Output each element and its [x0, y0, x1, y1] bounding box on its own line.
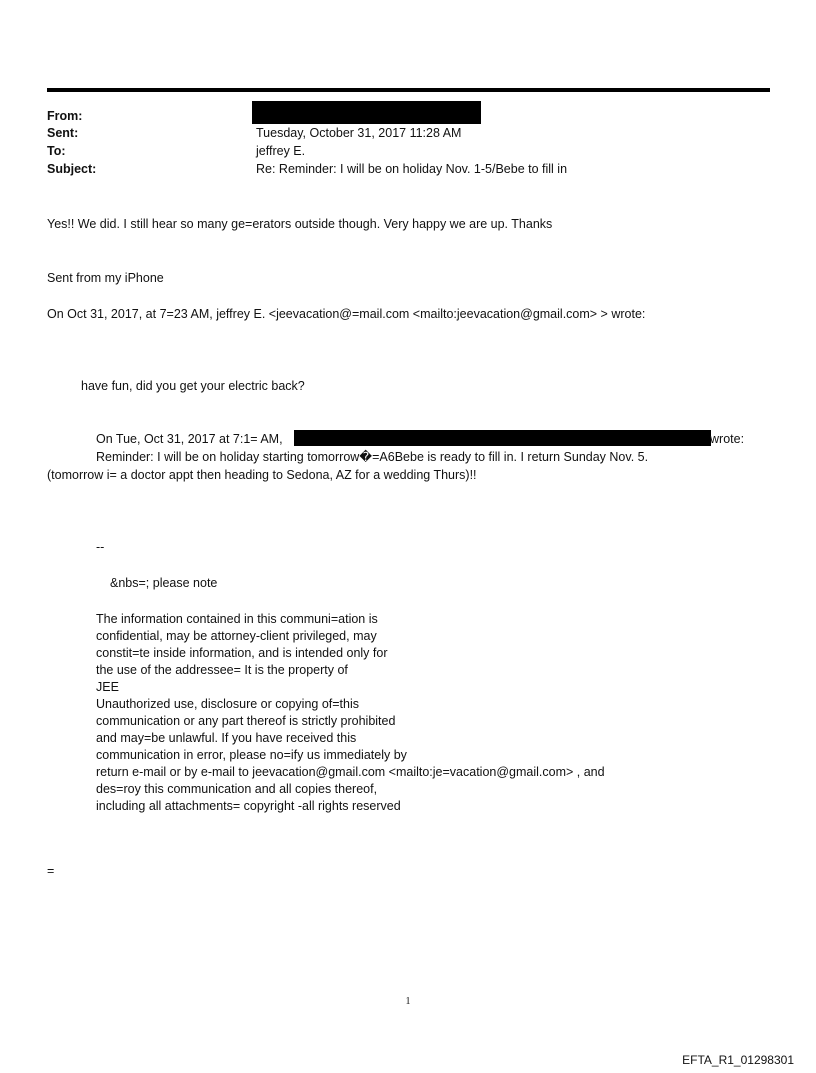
sent-label: Sent: — [47, 126, 79, 140]
disclaimer-line: and may=be unlawful. If you have received this — [96, 731, 357, 745]
disclaimer-line: communication or any part thereof is strictly prohibited — [96, 714, 396, 728]
inner-line-1: Reminder: I will be on holiday starting tomorrow�=A6Bebe is ready to fill in. I return Sunday Nov. 5. — [96, 450, 649, 464]
subject-value: Re: Reminder: I will be on holiday Nov. 1-5/Bebe to fill in — [256, 162, 568, 176]
sent-value: Tuesday, October 31, 2017 11:28 AM — [256, 126, 462, 140]
quote-header: On Oct 31, 2017, at 7=23 AM, jeffrey E. <jeevacation@=mail.com <mailto:jeevacation@gmail.com> > wrote: — [47, 307, 646, 321]
disclaimer-line: JEE — [96, 680, 119, 694]
disclaimer-line: confidential, may be attorney-client privileged, may — [96, 629, 377, 643]
subject-label: Subject: — [47, 162, 97, 176]
disclaimer-line: the use of the addressee= It is the property of — [96, 663, 348, 677]
nbsp-note: &nbs=; please note — [110, 576, 218, 590]
trailing-char: = — [47, 864, 55, 878]
redaction-from — [252, 101, 481, 124]
header-rule — [47, 88, 770, 92]
signature-text: Sent from my iPhone — [47, 271, 164, 285]
to-value: jeffrey E. — [256, 144, 306, 158]
disclaimer-line: communication in error, please no=ify us immediately by — [96, 748, 407, 762]
to-label: To: — [47, 144, 66, 158]
page-number: 1 — [405, 996, 411, 1007]
disclaimer-line: including all attachments= copyright -all rights reserved — [96, 799, 401, 813]
from-label: From: — [47, 109, 83, 123]
redaction-sender — [294, 430, 711, 446]
disclaimer-line: Unauthorized use, disclosure or copying of=this — [96, 697, 359, 711]
inner-header-suffix: wrote: — [710, 432, 745, 446]
document-id: EFTA_R1_01298301 — [682, 1053, 794, 1067]
separator: -- — [96, 540, 105, 554]
disclaimer-line: des=roy this communication and all copies thereof, — [96, 782, 378, 796]
inner-header-prefix: On Tue, Oct 31, 2017 at 7:1= AM, — [96, 432, 283, 446]
disclaimer-line: constit=te inside information, and is intended only for — [96, 646, 388, 660]
disclaimer-line: The information contained in this communi=ation is — [96, 612, 378, 626]
reply-text: Yes!! We did. I still hear so many ge=erators outside though. Very happy we are up. Thanks — [47, 217, 553, 231]
disclaimer-line: return e-mail or by e-mail to jeevacation@gmail.com <mailto:je=vacation@gmail.com> , and — [96, 765, 605, 779]
quote-reply: have fun, did you get your electric back? — [81, 379, 305, 393]
inner-line-2: (tomorrow i= a doctor appt then heading to Sedona, AZ for a wedding Thurs)!! — [47, 468, 477, 482]
